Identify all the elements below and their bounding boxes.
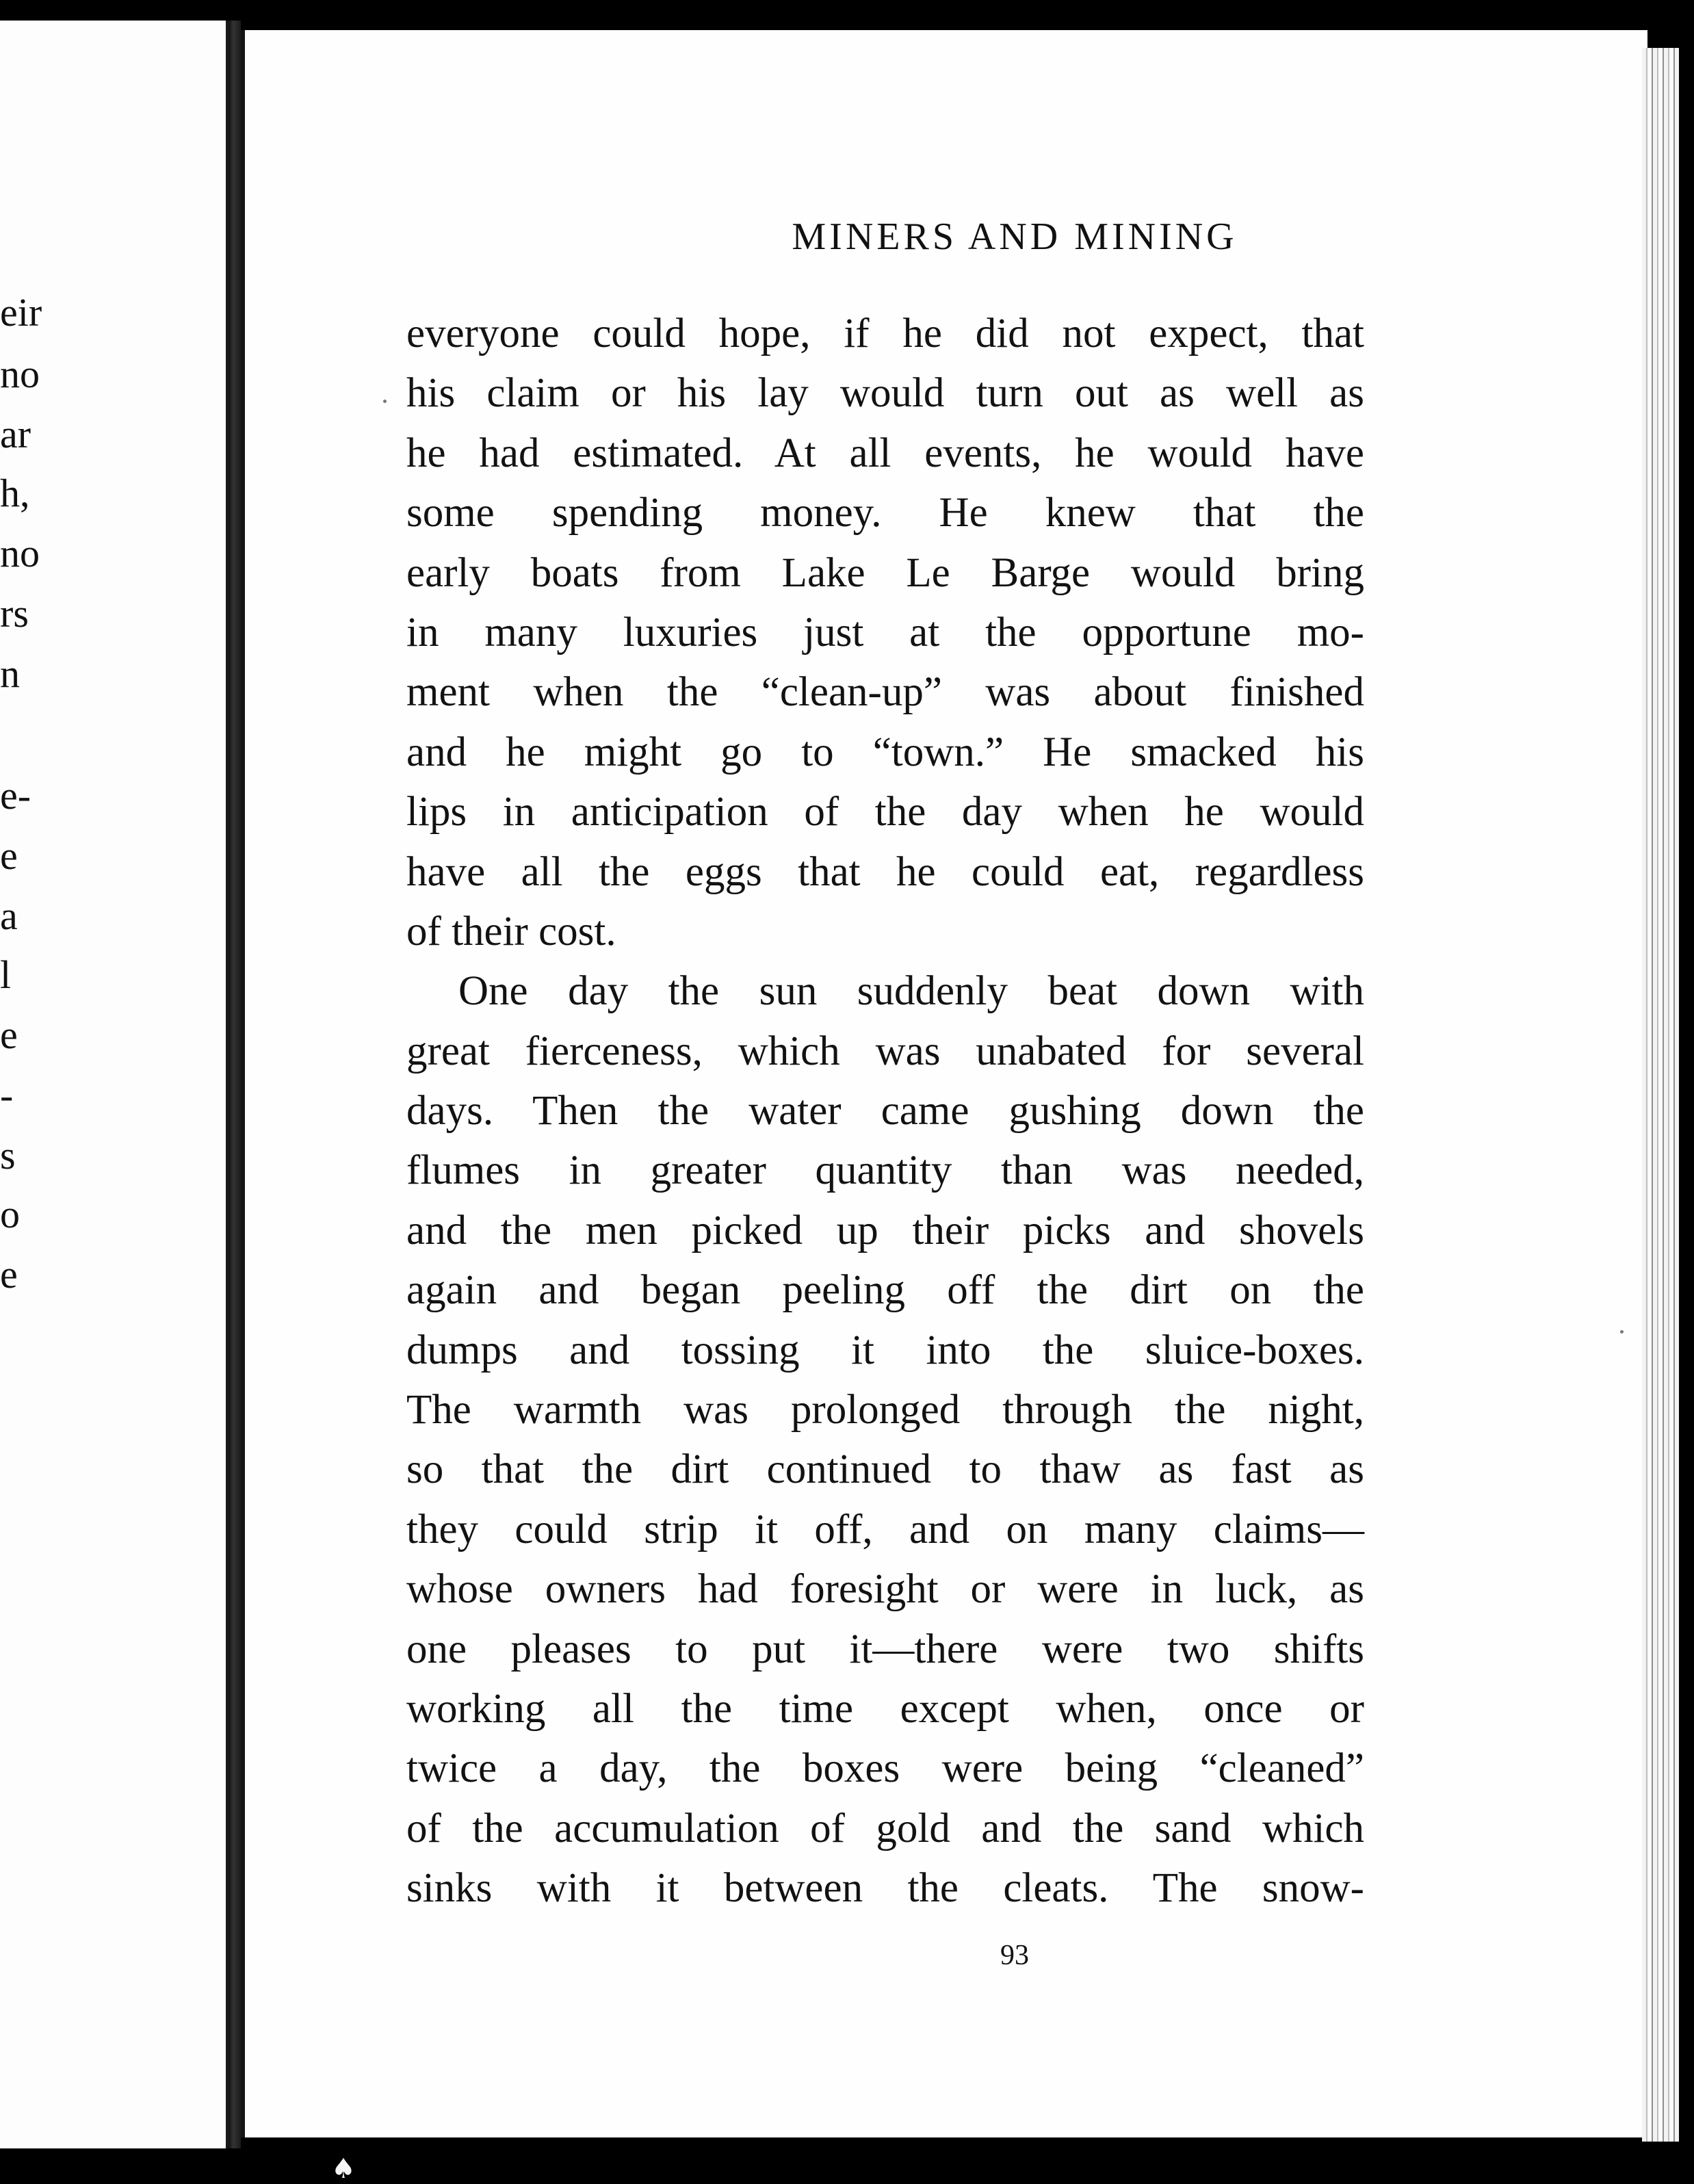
left-page-fragment: o (0, 1192, 20, 1236)
text-line: lips in anticipation of the day when he would (406, 789, 1364, 835)
text-line: his claim or his lay would turn out as well as (406, 370, 1364, 417)
right-page (241, 30, 1647, 2137)
text-line: twice a day, the boxes were being “cleaned” (406, 1745, 1364, 1792)
text-line: One day the sun suddenly beat down with (458, 968, 1364, 1015)
text-line: and he might go to “town.” He smacked his (406, 729, 1364, 775)
left-page-fragment: e (0, 1252, 18, 1297)
page-edges (1642, 48, 1694, 2142)
page-number: 93 (1000, 1940, 1029, 1971)
left-page-fragment: n (0, 651, 20, 696)
running-head: MINERS AND MINING (792, 216, 1238, 258)
left-page-fragment: no (0, 352, 40, 396)
body-text (406, 304, 1364, 1919)
left-page-fragment: s (0, 1133, 16, 1178)
left-page-fragment: ar (0, 412, 31, 456)
left-page-fragment: a (0, 894, 18, 938)
text-line: sinks with it between the cleats. The snow- (406, 1865, 1364, 1912)
text-line: one pleases to put it—there were two shifts (406, 1626, 1364, 1672)
text-line: and the men picked up their picks and shovels (406, 1207, 1364, 1253)
text-line: dumps and tossing it into the sluice-boxes. (406, 1327, 1364, 1373)
text-line: great fierceness, which was unabated for several (406, 1028, 1364, 1074)
left-page-fragment: e (0, 833, 18, 878)
text-line: in many luxuries just at the opportune mo- (406, 609, 1364, 655)
text-line: whose owners had foresight or were in luck, as (406, 1566, 1364, 1613)
left-page-fragment: - (0, 1073, 14, 1117)
left-page-fragment: eir (0, 290, 42, 335)
left-page-fragment: e (0, 1013, 18, 1057)
book-gutter (229, 21, 241, 2148)
left-page-fragment: l (0, 952, 12, 997)
text-line: again and began peeling off the dirt on the (406, 1267, 1364, 1314)
text-line: working all the time except when, once or (406, 1685, 1364, 1732)
text-line: so that the dirt continued to thaw as fast as (406, 1446, 1364, 1493)
paper-speck (383, 400, 387, 403)
left-page (0, 21, 229, 2148)
text-line: flumes in greater quantity than was needed, (406, 1147, 1364, 1194)
text-line: some spending money. He knew that the (406, 490, 1364, 536)
text-line: days. Then the water came gushing down the (406, 1088, 1364, 1134)
text-line: have all the eggs that he could eat, regardless (406, 848, 1364, 895)
text-line: everyone could hope, if he did not expect, that (406, 311, 1364, 356)
text-line: they could strip it off, and on many claims— (406, 1506, 1364, 1552)
left-page-fragment: h, (0, 471, 30, 515)
text-line: ment when the “clean-up” was about finished (406, 669, 1364, 716)
text-line: he had estimated. At all events, he would have (406, 430, 1364, 476)
text-line: early boats from Lake Le Barge would bring (406, 549, 1364, 596)
paper-speck (1620, 1330, 1624, 1334)
text-line: of the accumulation of gold and the sand which (406, 1805, 1364, 1851)
text-line: of their cost. (406, 908, 616, 954)
left-page-fragment: e- (0, 773, 31, 818)
left-page-fragment: no (0, 531, 40, 575)
text-line: The warmth was prolonged through the night, (406, 1387, 1364, 1433)
spade-icon: ♠ (331, 2153, 356, 2184)
left-page-fragment: rs (0, 591, 29, 636)
